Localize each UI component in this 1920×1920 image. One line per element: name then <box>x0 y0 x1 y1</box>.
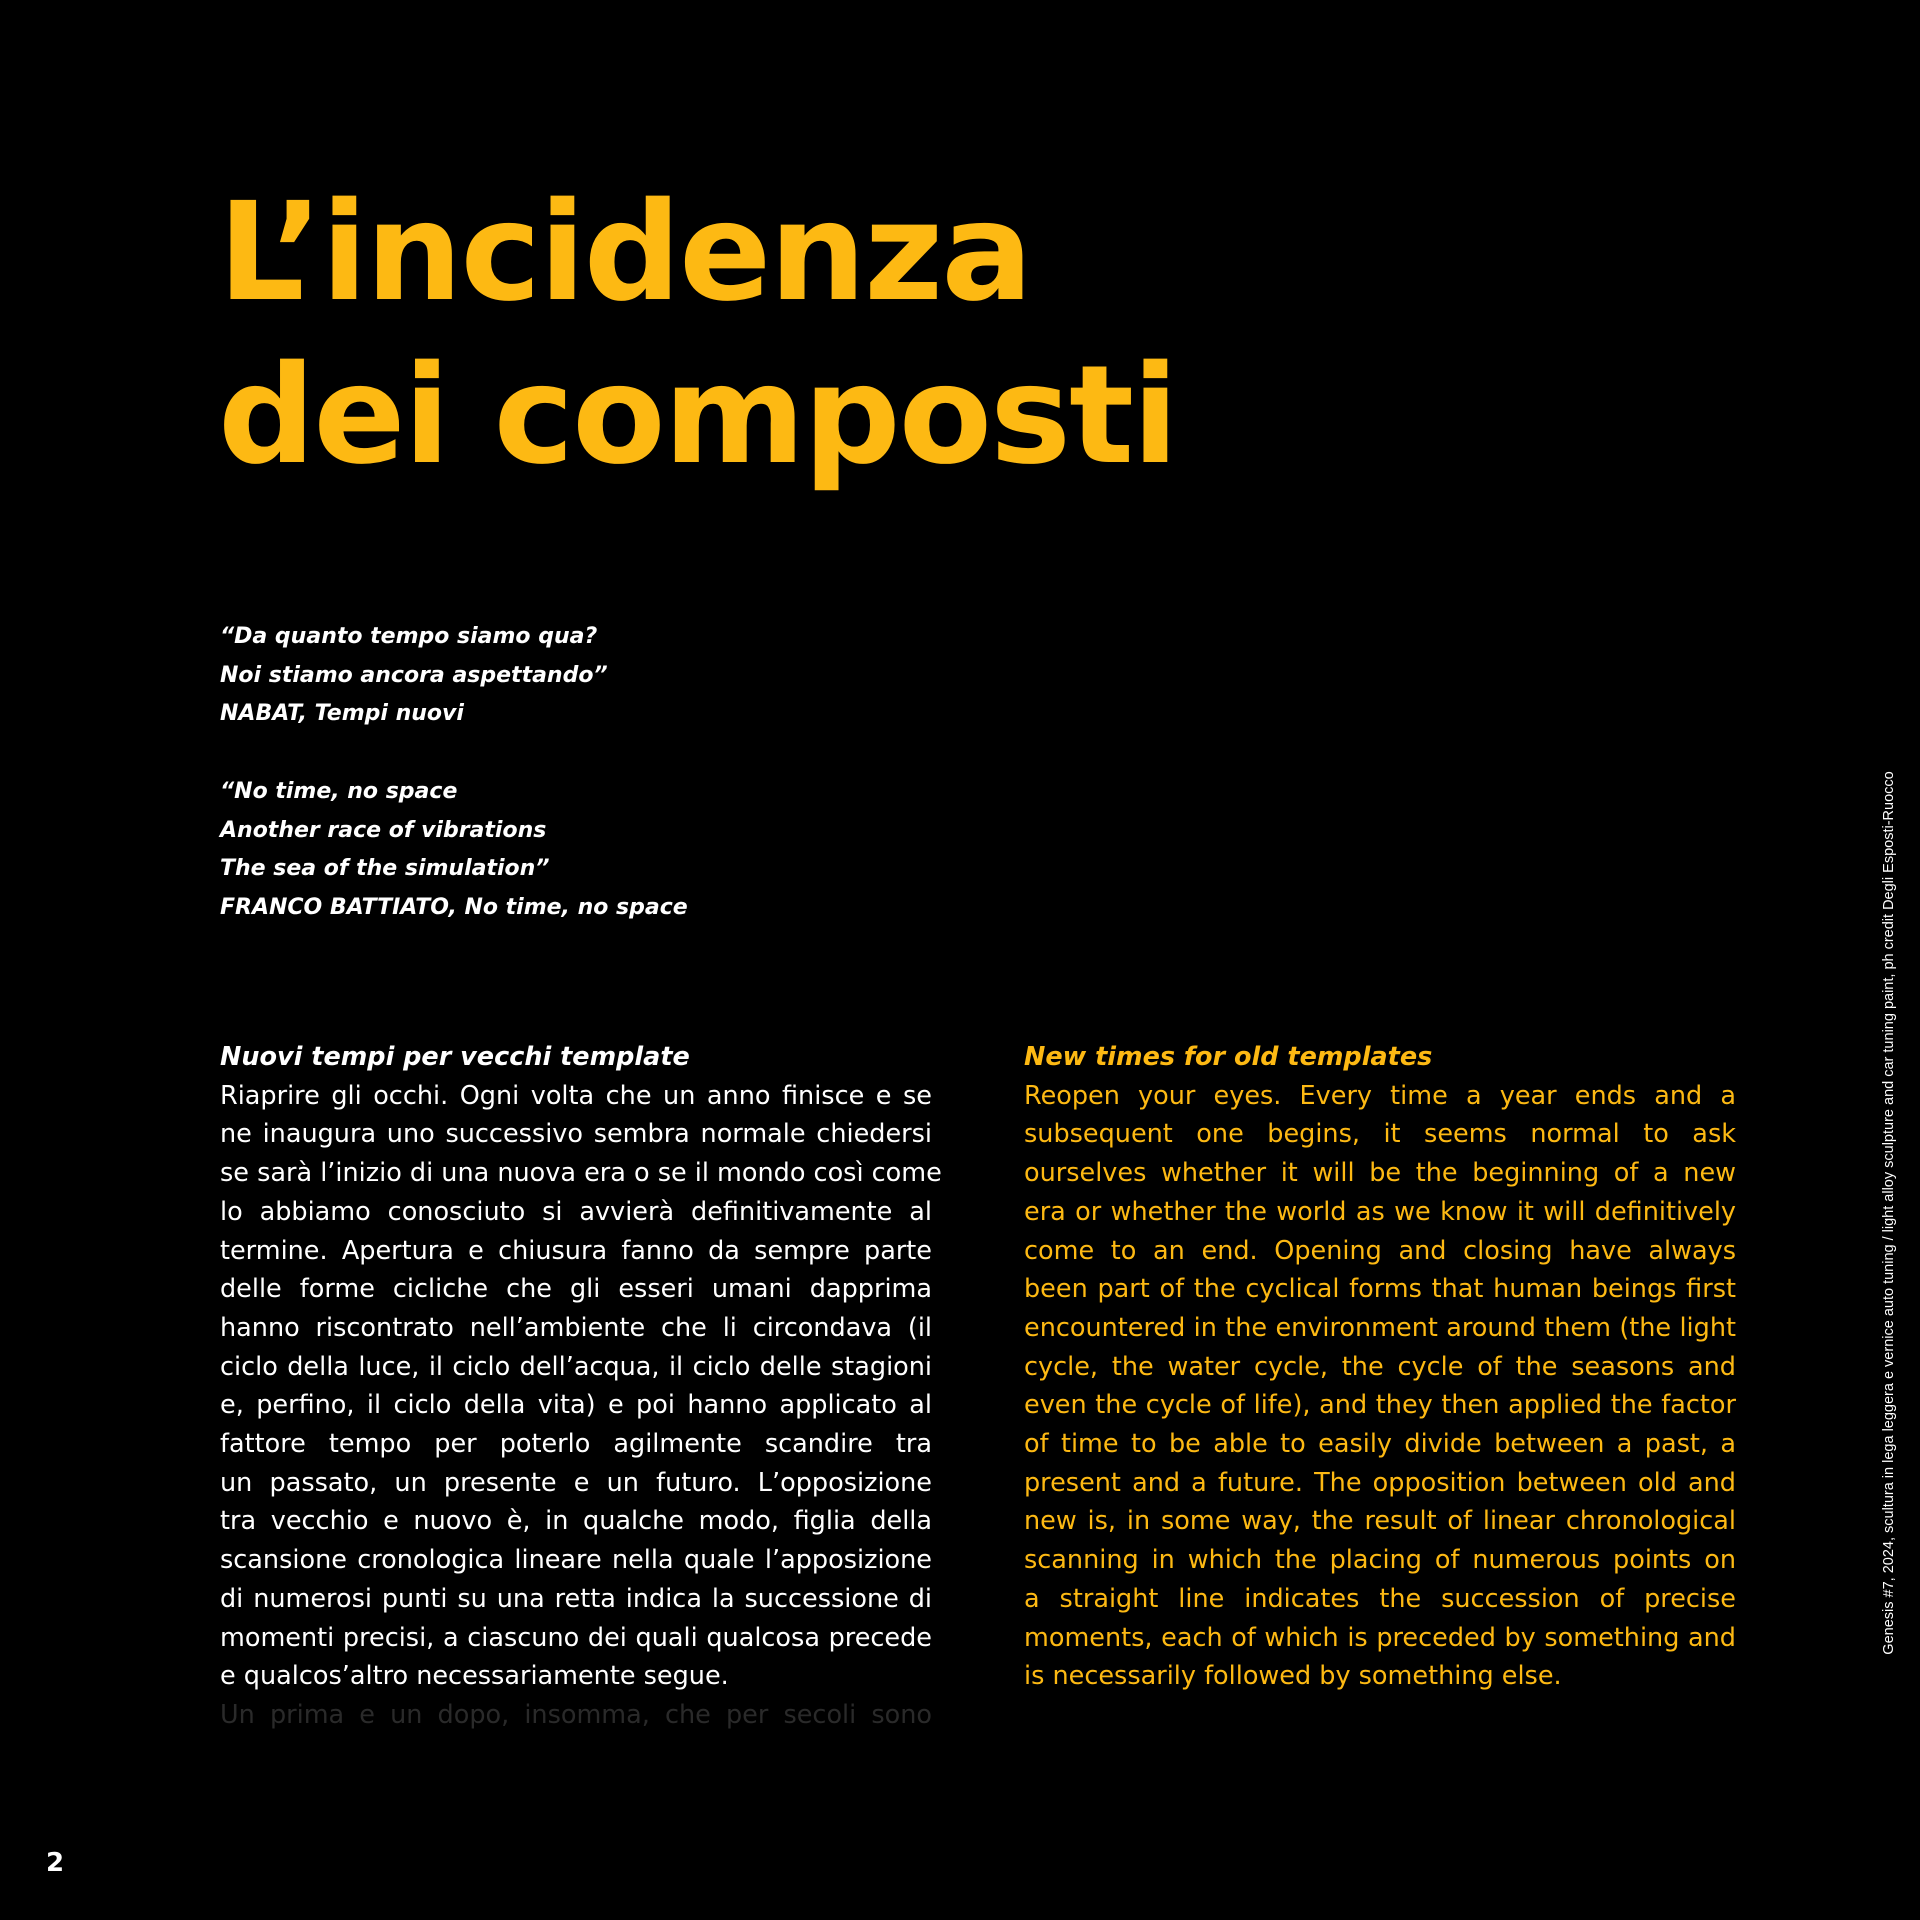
quote-line: Noi stiamo ancora aspettando” <box>220 662 608 688</box>
body-line: new is, in some way, the result of linear chronological <box>1024 1506 1736 1537</box>
body-line: present and a future. The opposition between old and <box>1024 1467 1736 1498</box>
quote-battiato <box>220 773 688 928</box>
body-line: tra vecchio e nuovo è, in qualche modo, figlia della <box>220 1506 932 1537</box>
italian-body <box>220 1077 942 1696</box>
italian-column <box>220 1038 942 1735</box>
body-line: e, perfino, il ciclo della vita) e poi hanno applicato al <box>220 1390 932 1421</box>
body-line: se sarà l’inizio di una nuova era o se il mondo così come <box>220 1158 942 1189</box>
body-line: hanno riscontrato nell’ambiente che li circondava (il <box>220 1312 932 1343</box>
body-line: un passato, un presente e un futuro. L’opposizione <box>220 1467 932 1498</box>
body-line: e qualcos’altro necessariamente segue. <box>220 1661 729 1692</box>
title-line-1: L’incidenza <box>218 174 1032 332</box>
body-line: di numerosi punti su una retta indica la successione di <box>220 1583 932 1614</box>
quote-line: The sea of the simulation” <box>220 856 550 882</box>
italian-heading: Nuovi tempi per vecchi template <box>220 1042 690 1072</box>
body-line: lo abbiamo conosciuto si avvierà definitivamente al <box>220 1196 932 1227</box>
body-line: of time to be able to easily divide between a past, a <box>1024 1429 1736 1460</box>
quote-attribution: NABAT, Tempi nuovi <box>220 701 464 727</box>
english-column <box>1024 1038 1736 1696</box>
body-line: ne inaugura uno successivo sembra normale chiedersi <box>220 1119 932 1150</box>
body-line: Reopen your eyes. Every time a year ends and a <box>1024 1080 1736 1111</box>
body-line: is necessarily followed by something else. <box>1024 1661 1562 1692</box>
page-title <box>218 172 1177 498</box>
body-line: fattore tempo per poterlo agilmente scandire tra <box>220 1429 932 1460</box>
body-line: Riaprire gli occhi. Ogni volta che un anno finisce e se <box>220 1080 932 1111</box>
body-line: encountered in the environment around them (the light <box>1024 1312 1736 1343</box>
body-line: cycle, the water cycle, the cycle of the seasons and <box>1024 1351 1736 1382</box>
body-line: a straight line indicates the succession of precise <box>1024 1583 1736 1614</box>
body-line: scansione cronologica lineare nella quale l’apposizione <box>220 1545 932 1576</box>
quote-line: “No time, no space <box>220 778 458 804</box>
quote-line: Another race of vibrations <box>220 817 547 843</box>
body-line: ourselves whether it will be the beginning of a new <box>1024 1158 1736 1189</box>
body-line: even the cycle of life), and they then applied the factor <box>1024 1390 1736 1421</box>
title-line-2: dei composti <box>218 337 1177 495</box>
body-line: termine. Apertura e chiusura fanno da sempre parte <box>220 1235 932 1266</box>
quote-line: “Da quanto tempo siamo qua? <box>220 624 598 649</box>
quote-nabat <box>220 618 688 734</box>
body-line: subsequent one begins, it seems normal to ask <box>1024 1119 1736 1150</box>
body-line: come to an end. Opening and closing have always <box>1024 1235 1736 1266</box>
body-line: era or whether the world as we know it will definitively <box>1024 1196 1736 1227</box>
english-body <box>1024 1077 1736 1696</box>
body-line: scanning in which the placing of numerous points on <box>1024 1545 1736 1576</box>
page-number: 2 <box>46 1848 65 1878</box>
body-line: delle forme cicliche che gli esseri umani dapprima <box>220 1274 932 1305</box>
body-line: ciclo della luce, il ciclo dell’acqua, il ciclo delle stagioni <box>220 1351 932 1382</box>
body-line: been part of the cyclical forms that human beings first <box>1024 1274 1736 1305</box>
body-line: momenti precisi, a ciascuno dei quali qualcosa precede <box>220 1622 932 1653</box>
image-credit-caption: Genesis #7, 2024, scultura in lega leggera e vernice auto tuning / light alloy sculpture and car tuning paint, ph credit Degli Esposti-Ruocco <box>1881 771 1897 1655</box>
quote-attribution: FRANCO BATTIATO, No time, no space <box>220 894 688 920</box>
body-line: moments, each of which is preceded by something and <box>1024 1622 1736 1653</box>
english-heading: New times for old templates <box>1024 1042 1433 1072</box>
italian-faded-continuation: Un prima e un dopo, insomma, che per secoli sono <box>220 1699 932 1730</box>
epigraph-quotes <box>220 618 688 928</box>
